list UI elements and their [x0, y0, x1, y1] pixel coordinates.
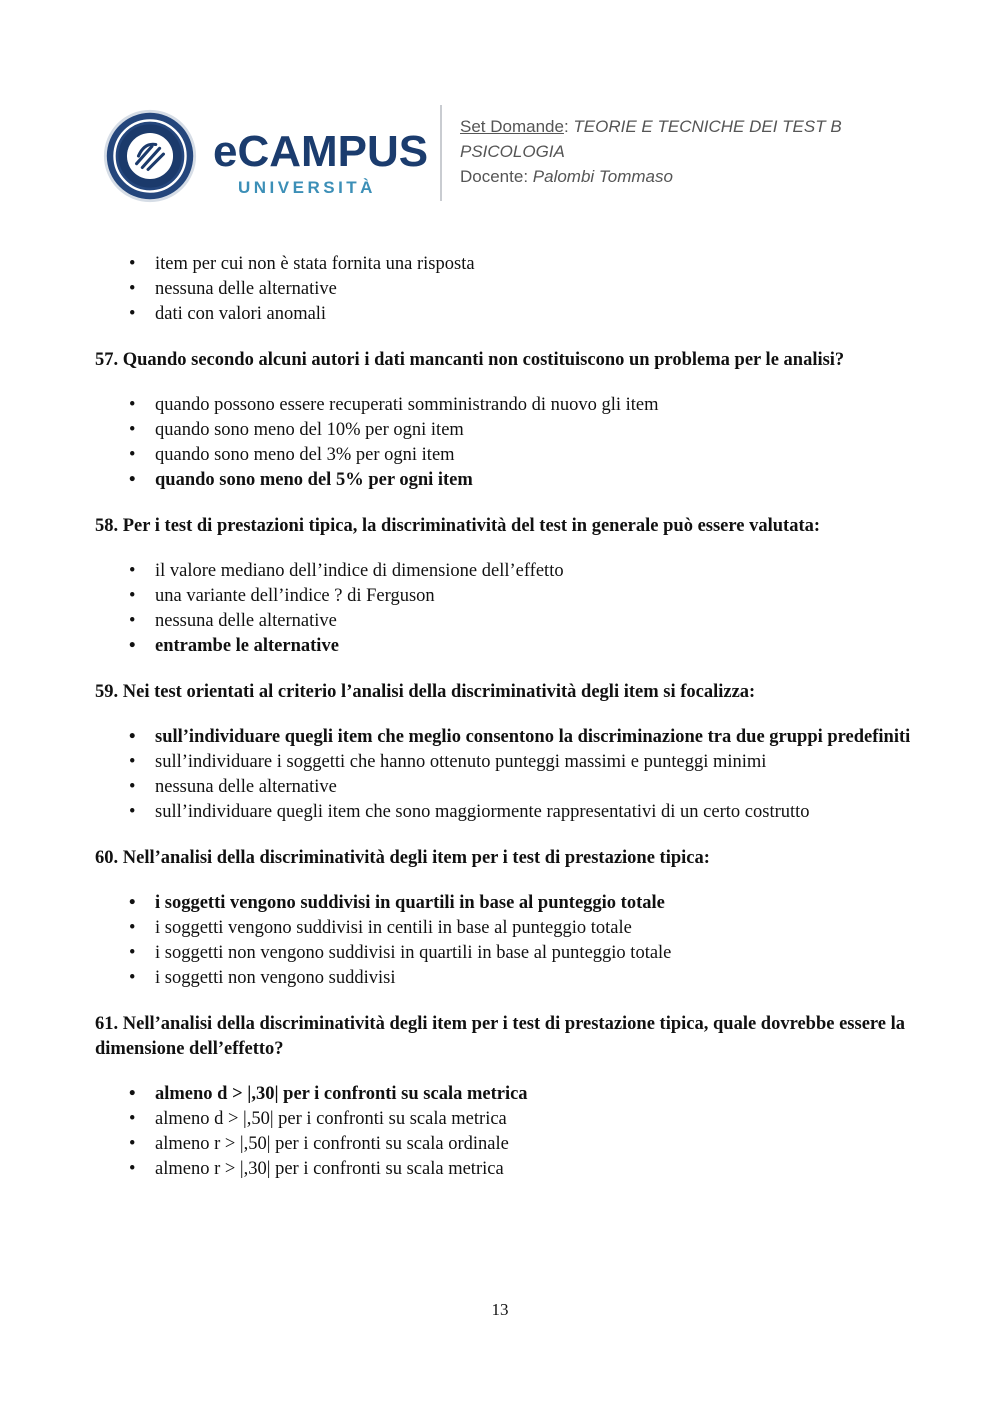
- ecampus-seal-logo: [102, 108, 198, 204]
- logo-subtitle: UNIVERSITÀ: [238, 178, 376, 197]
- question-text: 60. Nell’analisi della discriminatività degli item per i test di prestazione tipica:: [95, 848, 710, 868]
- page-header: [100, 100, 900, 205]
- question-text: 57. Quando secondo alcuni autori i dati mancanti non costituiscono un problema per le analisi?: [95, 350, 845, 370]
- correct-option-item: • entrambe le alternative: [95, 634, 915, 659]
- option-list: [95, 1082, 915, 1182]
- set-value-line2: PSICOLOGIA: [460, 142, 565, 161]
- docente-label: Docente:: [460, 167, 529, 186]
- option-item: • il valore mediano dell’indice di dimensione dell’effetto: [95, 559, 915, 584]
- question-text: 58. Per i test di prestazioni tipica, la discriminatività del test in generale può essere valutata:: [95, 516, 821, 536]
- option-item: • i soggetti non vengono suddivisi: [95, 966, 915, 991]
- question-59: [95, 680, 915, 825]
- option-item: • i soggetti vengono suddivisi in centili in base al punteggio totale: [95, 916, 915, 941]
- option-item: • quando sono meno del 3% per ogni item: [95, 443, 915, 468]
- question-57: [95, 348, 915, 493]
- option-item: • una variante dell’indice ? di Ferguson: [95, 584, 915, 609]
- correct-option-item: • almeno d > |,30| per i confronti su scala metrica: [95, 1082, 915, 1107]
- set-value: TEORIE E TECNICHE DEI TEST B: [573, 117, 842, 136]
- logo-wordmark: eCAMPUS: [213, 127, 429, 176]
- option-item: • quando possono essere recuperati somministrando di nuovo gli item: [95, 393, 915, 418]
- option-list: [95, 891, 915, 991]
- option-item: • nessuna delle alternative: [95, 609, 915, 634]
- option-item: • i soggetti non vengono suddivisi in quartili in base al punteggio totale: [95, 941, 915, 966]
- option-item: • almeno r > |,30| per i confronti su scala metrica: [95, 1157, 915, 1182]
- header-divider: [440, 105, 442, 201]
- question-text: 61. Nell’analisi della discriminatività degli item per i test di prestazione tipica, quale dovrebbe essere la dimensione dell’effetto?: [95, 1014, 906, 1059]
- correct-option-item: • sull’individuare quegli item che meglio consentono la discriminazione tra due gruppi predefiniti: [95, 725, 915, 750]
- option-item: • almeno d > |,50| per i confronti su scala metrica: [95, 1107, 915, 1132]
- docente-line: [460, 164, 842, 189]
- page-number: 13: [491, 1300, 509, 1319]
- docente-value: Palombi Tommaso: [532, 167, 673, 186]
- correct-option-item: • quando sono meno del 5% per ogni item: [95, 468, 915, 493]
- option-list: [95, 559, 915, 659]
- option-item: • nessuna delle alternative: [95, 775, 915, 800]
- option-item: • quando sono meno del 10% per ogni item: [95, 418, 915, 443]
- option-list: [95, 725, 915, 825]
- quiz-content: [95, 252, 915, 1182]
- option-list: [95, 393, 915, 493]
- question-text: 59. Nei test orientati al criterio l’analisi della discriminatività degli item si focalizza:: [95, 682, 756, 702]
- option-item: • sull’individuare i soggetti che hanno ottenuto punteggi massimi e punteggi minimi: [95, 750, 915, 775]
- option-item: • almeno r > |,50| per i confronti su scala ordinale: [95, 1132, 915, 1157]
- course-info: [460, 114, 842, 189]
- question-61: [95, 1012, 915, 1182]
- option-item: • item per cui non è stata fornita una risposta: [95, 252, 915, 277]
- set-domande-line: Set Domande: TEORIE E TECNICHE DEI TEST B: [460, 117, 842, 136]
- option-item: • dati con valori anomali: [95, 302, 915, 327]
- option-item: • sull’individuare quegli item che sono maggiormente rappresentativi di un certo costrutto: [95, 800, 915, 825]
- question-58: [95, 514, 915, 659]
- option-item: • nessuna delle alternative: [95, 277, 915, 302]
- question-60: [95, 846, 915, 991]
- set-label: Set Domande: [460, 117, 564, 136]
- correct-option-item: • i soggetti vengono suddivisi in quartili in base al punteggio totale: [95, 891, 915, 916]
- previous-question-options: [95, 252, 915, 327]
